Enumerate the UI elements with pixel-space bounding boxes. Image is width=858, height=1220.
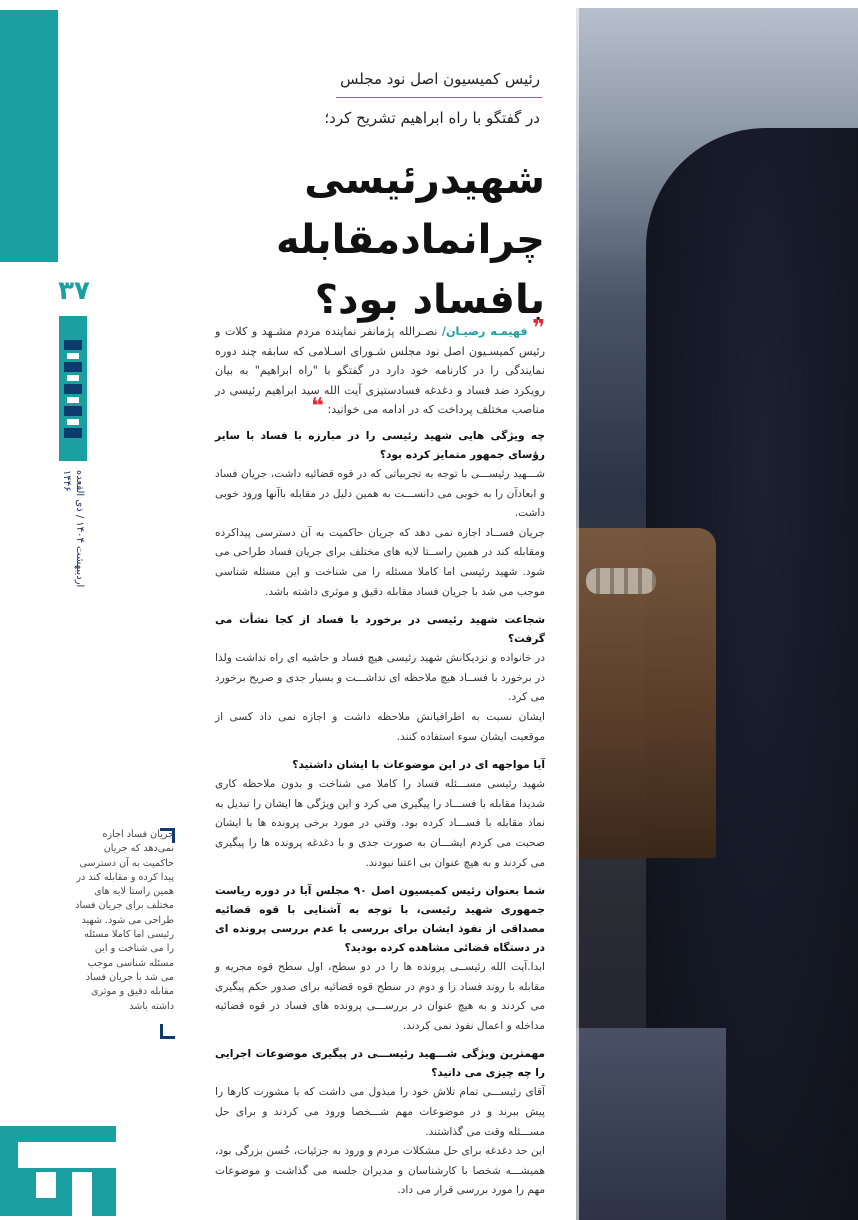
answer-paragraph: شهید رئیسی مســـئله فساد را کاملا می شناخت و بدون ملاحظه کاری شدیدا مقابله با فســـاد را پیگیری می کرد و این ویژگی ها ایشان را تبدیل به نماد مقابله با فســـاد کرده بود. وقتی در مورد برخی پرونده ها با ایشان صحبت می کردم ایشـــان به صورت جدی و با دغدغه پرونده ها را پیگیری می کردند و به هیچ عنوان بی اعتنا نبودند. [215, 778, 545, 869]
quote-close-icon: ❝ [311, 394, 324, 419]
author-name: فهیمـه رضیـان/ [441, 325, 528, 338]
issue-date-line: ۱۴۴۶ [61, 470, 72, 492]
question: شجاعت شهید رئیسی در برخورد با فساد از کجا نشأت می گرفت؟ [215, 614, 545, 646]
magazine-logo-icon [59, 316, 87, 461]
article-intro [215, 316, 545, 420]
answer-paragraph: در خانواده و نزدیکانش شهید رئیسی هیچ فساد و حاشیه ای راه نداشت ولذا در برخورد با فســاد هیچ ملاحظه ای نداشـــت و بسیار جدی و صریح برخورد می کرد. [215, 652, 545, 704]
footer-logo-icon [0, 1126, 116, 1216]
question: شما بعنوان رئیس کمیسیون اصل ۹۰ مجلس آیا در دوره ریاست جمهوری شهید رئیسی، با توجه به آشنایی با قوه قضائیه مصداقی از نفوذ ایشان برای بررسی یا عدم بررسی پرونده ای در دستگاه قضائی مشاهده کرده بودید؟ [215, 885, 545, 955]
article-lead: در گفتگو با راه ابراهیم تشریح کرد؛ [324, 109, 540, 127]
article-kicker: رئیس کمیسیون اصل نود مجلس [340, 70, 540, 88]
header-divider [336, 97, 542, 98]
answer-paragraph: جریان فســاد اجازه نمی دهد که جریان حاکمیت به آن دسترسی پیداکرده ومقابله کند در همین راســتا لایه های مختلف برای جریان فساد طراحی می شود. شهید رئیسی اما کاملا مسئله را می شناخت و این مسئله شناسی موجب می شد با جریان فساد مقابله دقیق و موثری داشته باشد. [215, 526, 545, 598]
photo-foreground [576, 1028, 726, 1220]
decorative-teal-bar [0, 10, 58, 262]
title-line: چرانمادمقابله [276, 217, 545, 263]
page-number: ۳۷ [58, 276, 90, 306]
answer-paragraph: ابدا.آیت الله رئیســی پرونده ها را در دو سطح، اول سطح قوه مجریه و مقابله با روند فساد زا و دوم در سطح قوه قضائیه برای صدور حکم پیگیری می کردند و به هیچ عنوان در بررســـی پرونده های فساد در قوه قضائیه مداخله و اعمال نفوذ نمی کردند. [215, 961, 545, 1032]
intro-text: نصـرالله پژمانفر نماینده مردم مشـهد و کلات و رئیس کمیسـیون اصل نود مجلس شـورای اسـلامی که سابقه چند دوره نمایندگی را در کارنامه خود دارد در گفتگو با "راه ابراهیم" به بیان رویکرد ضد فساد و دغدغه فسادستیزی آیت الله سید ابراهیم رئیسی در مناصب مختلف پرداخت که در ادامه می خوانید: [215, 325, 545, 416]
question: مهمترین ویژگی شـــهید رئیســـی در پیگیری موضوعات اجرایی را چه چیزی می دانید؟ [215, 1048, 545, 1080]
answer-paragraph: شـــهید رئیســـی با توجه به تجربیاتی که در قوه قضائیه داشت، جریان فساد و ابعادآن را به خوبی می دانســـت به همین دلیل در مقابله باآنها ورود خوبی داشت. [215, 468, 545, 520]
answer-paragraph: ایشان نسبت به اطرافیانش ملاحظه داشت و اجازه نمی داد کسی از موقعیت ایشان سوء استفاده کنند. [215, 710, 545, 743]
title-line: شهیدرئیسی [304, 157, 545, 203]
issue-date-line: اردیبهشت ۱۴۰۴ / ذی القعده [74, 470, 85, 588]
answer-paragraph: این حد دغدغه برای حل مشکلات مردم و ورود به جزئیات، حُسن بزرگی بود، همیشـــه شخصا با کارشناسان و مدیران جلسه می گذاشت و موضوعات مهم را مورد بررسی قرار می داد. [215, 1145, 545, 1197]
article-title [215, 150, 545, 330]
question: چه ویژگی هایی شهید رئیسی را در مبارزه با فساد با سایر رؤسای جمهور متمایز کرده بود؟ [215, 430, 545, 461]
quote-open-icon: ❞ [532, 316, 545, 341]
photo-detail [586, 568, 656, 594]
issue-date [60, 470, 86, 610]
title-line: بافساد بود؟ [314, 277, 545, 323]
question: آیا مواجهه ای در این موضوعات با ایشان داشتید؟ [292, 759, 545, 772]
answer-paragraph: آقای رئیســـی تمام تلاش خود را مبذول می داشت که با مشورت کارها را پیش ببرند و در موضوعات مهم شـــخصا ورود می کردند و برای حل مســـئله وقت می گذاشتند. [215, 1086, 545, 1138]
photo-edge [576, 8, 579, 1220]
cover-photo [576, 8, 858, 1220]
article-body [215, 427, 545, 1201]
pull-quote-bracket [160, 1024, 175, 1039]
pull-quote: جریان فساد اجازه نمی‌دهد که جریان حاکمیت به آن دسترسی پیدا کرده و مقابله کند در همین راستا لایه های مختلف برای جریان فساد طراحی می شود. شهید رئیسی اما کاملا مسئله را می شناخت و این مسئله شناسی موجب می شد با جریان فساد مقابله دقیق و موثری داشته باشد [75, 829, 174, 1012]
